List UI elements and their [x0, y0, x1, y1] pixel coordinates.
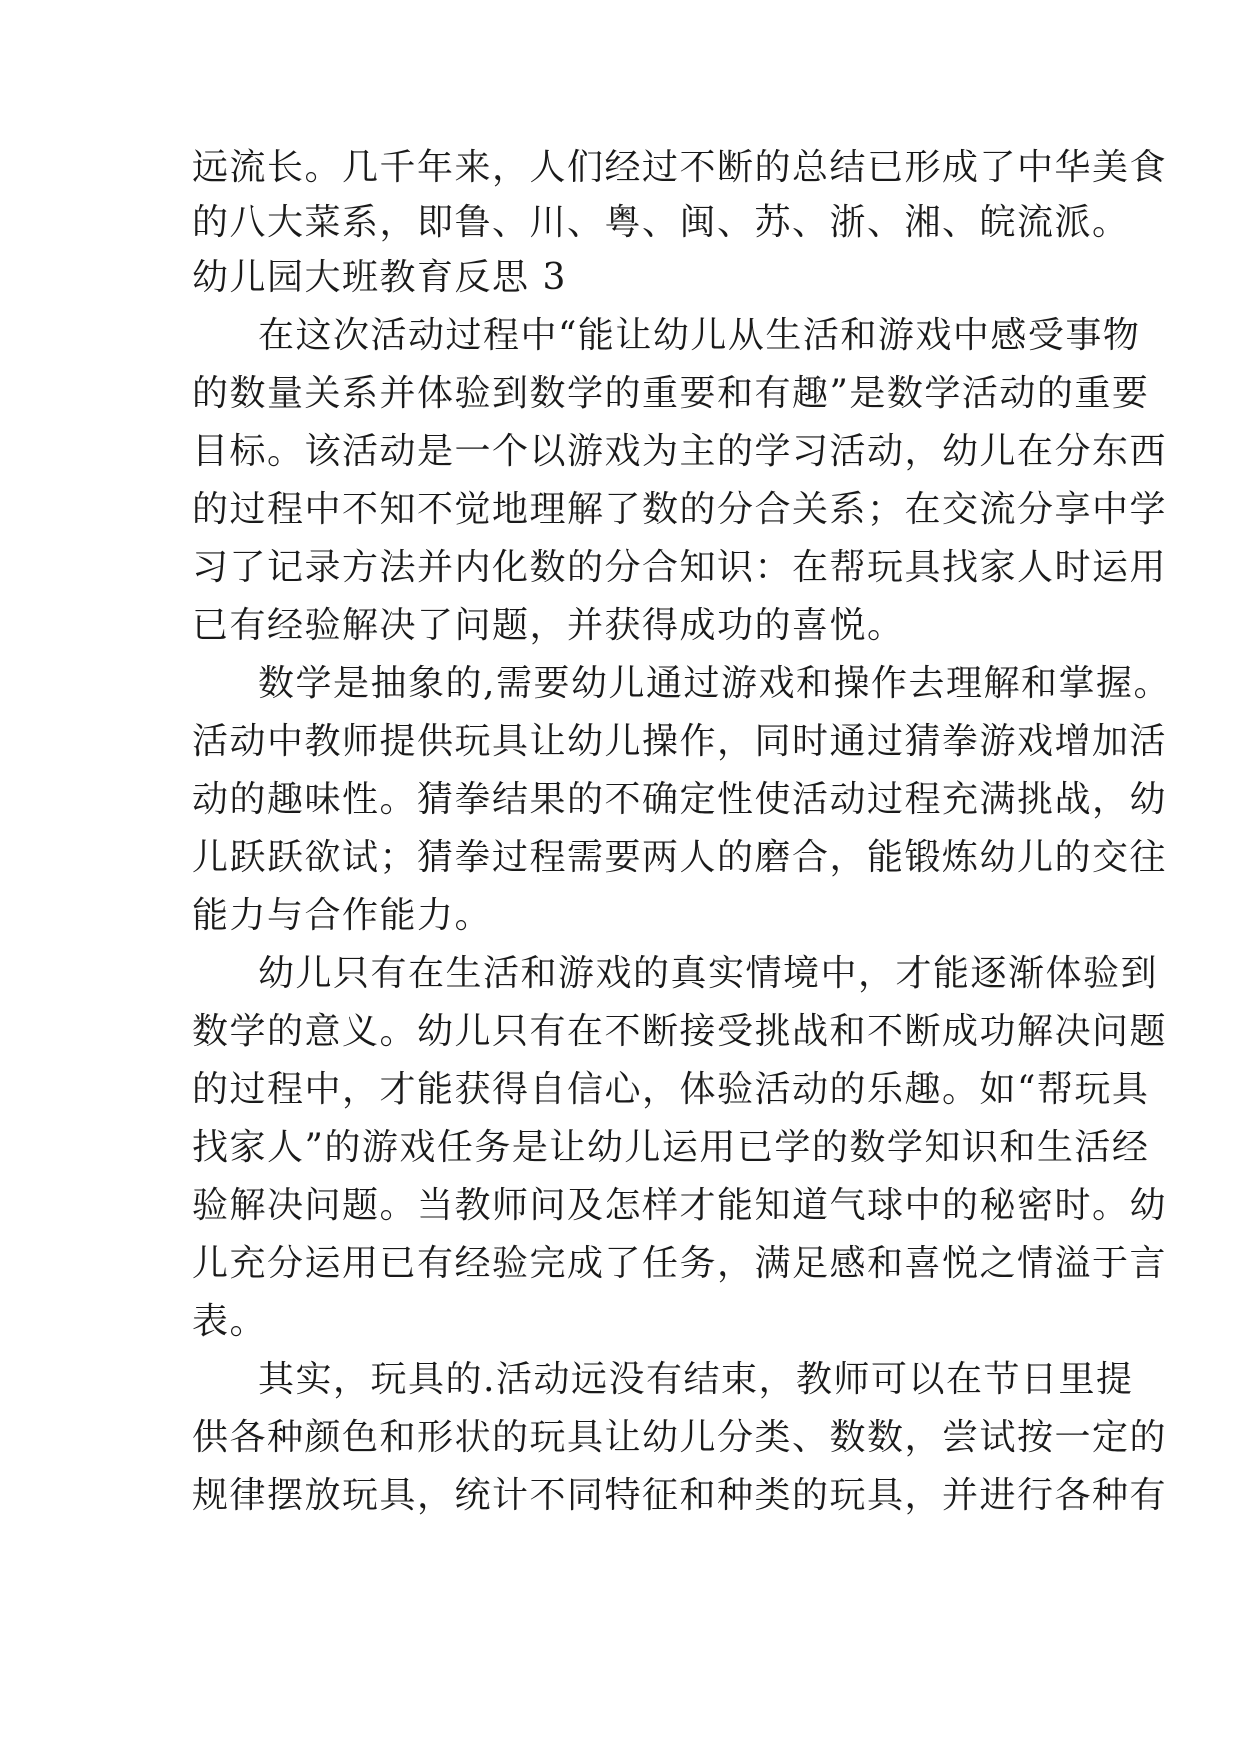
paragraph-2-line: 数学是抽象的,需要幼儿通过游戏和操作去理解和掌握。 [258, 663, 1171, 704]
paragraph-1-line: 在这次活动过程中“能让幼儿从生活和游戏中感受事物 [258, 315, 1141, 356]
paragraph-2-line: 动的趣味性。猜拳结果的不确定性使活动过程充满挑战，幼 [192, 779, 1168, 820]
text-line: 的八大菜系，即鲁、川、粤、闽、苏、浙、湘、皖流派。 [192, 202, 1130, 243]
paragraph-2-line: 能力与合作能力。 [192, 895, 493, 936]
paragraph-1-line: 的数量关系并体验到数学的重要和有趣”是数学活动的重要 [192, 373, 1150, 414]
section-heading: 幼儿园大班教育反思 3 [192, 257, 567, 298]
paragraph-1-line: 的过程中不知不觉地理解了数的分合关系；在交流分享中学 [192, 489, 1168, 530]
paragraph-3-line: 幼儿只有在生活和游戏的真实情境中，才能逐渐体验到 [258, 953, 1159, 994]
paragraph-3-line: 表。 [192, 1301, 268, 1342]
paragraph-4-line: 规律摆放玩具，统计不同特征和种类的玩具，并进行各种有 [192, 1475, 1168, 1516]
paragraph-4-line: 供各种颜色和形状的玩具让幼儿分类、数数，尝试按一定的 [192, 1417, 1168, 1458]
paragraph-3-line: 找家人”的游戏任务是让幼儿运用已学的数学知识和生活经 [192, 1127, 1150, 1168]
paragraph-2-line: 活动中教师提供玩具让幼儿操作，同时通过猜拳游戏增加活 [192, 721, 1168, 762]
paragraph-3-line: 的过程中，才能获得自信心，体验活动的乐趣。如“帮玩具 [192, 1069, 1150, 1110]
paragraph-1-line: 习了记录方法并内化数的分合知识：在帮玩具找家人时运用 [192, 547, 1168, 588]
paragraph-4-line: 其实，玩具的.活动远没有结束，教师可以在节日里提 [258, 1359, 1134, 1400]
paragraph-3-line: 数学的意义。幼儿只有在不断接受挑战和不断成功解决问题 [192, 1011, 1168, 1052]
paragraph-2-line: 儿跃跃欲试；猜拳过程需要两人的磨合，能锻炼幼儿的交往 [192, 837, 1168, 878]
paragraph-1-line: 已有经验解决了问题，并获得成功的喜悦。 [192, 605, 905, 646]
text-line: 远流长。几千年来，人们经过不断的总结已形成了中华美食 [192, 147, 1168, 188]
paragraph-1-line: 目标。该活动是一个以游戏为主的学习活动，幼儿在分东西 [192, 431, 1168, 472]
paragraph-3-line: 儿充分运用已有经验完成了任务，满足感和喜悦之情溢于言 [192, 1243, 1168, 1284]
paragraph-3-line: 验解决问题。当教师问及怎样才能知道气球中的秘密时。幼 [192, 1185, 1168, 1226]
